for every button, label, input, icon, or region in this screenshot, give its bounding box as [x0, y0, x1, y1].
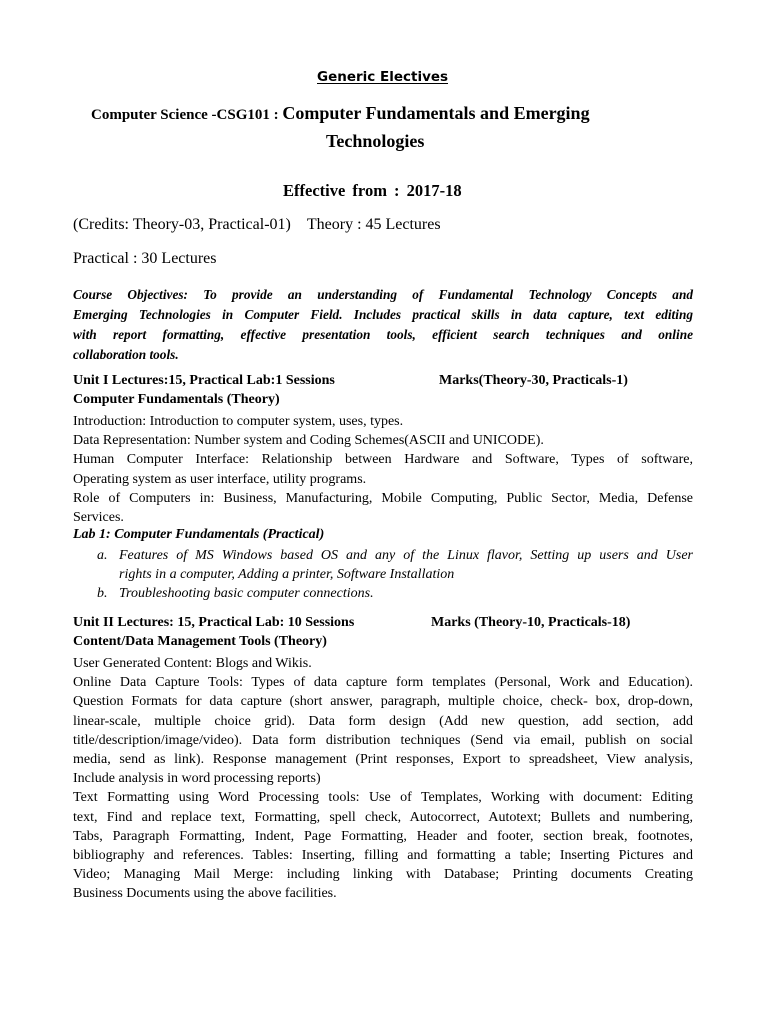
heading-underline: [317, 83, 448, 84]
lab-item-line: Troubleshooting basic computer connections.: [119, 586, 374, 602]
unit2-line: User Generated Content: Blogs and Wikis.: [73, 656, 312, 671]
credits-line: [73, 216, 441, 234]
lab1-list: [73, 546, 693, 604]
unit2-body: [73, 654, 693, 904]
lab-item-line: Features of MS Windows based OS and any of the Linux flavor, Setting up users and User: [119, 548, 693, 563]
unit2-line: Text Formatting using Word Processing tools: Use of Templates, Working with document: Editing: [73, 790, 693, 806]
objectives-line: Course Objectives: To provide an understanding of Fundamental Technology Concepts and: [73, 287, 693, 302]
unit1-line: Role of Computers in: Business, Manufacturing, Mobile Computing, Public Sector, Media, Defense: [73, 490, 693, 506]
unit1-line: Services.: [73, 510, 124, 526]
unit1-marks: Marks(Theory-30, Practicals-1): [439, 373, 628, 388]
practical-lectures: Practical : 30 Lectures: [73, 250, 217, 267]
unit2-marks: Marks (Theory-10, Practicals-18): [431, 615, 631, 630]
unit2-lectures: Unit II Lectures: 15, Practical Lab: 10 Sessions: [73, 615, 355, 630]
lab1-item-b: [73, 584, 693, 603]
unit2-line: Online Data Capture Tools: Types of data capture form templates (Personal, Work and Education).: [73, 675, 693, 691]
unit1-body: [73, 412, 693, 527]
unit2-line: title/description/image/video). Data form distribution techniques (Send via email, publish on social: [73, 732, 693, 748]
unit2-line: text, Find and replace text, Formatting, spell check, Autocorrect, Autotext; Bullets and numbering,: [73, 809, 693, 825]
lab1-title: Lab 1: Computer Fundamentals (Practical): [73, 527, 325, 542]
lab-item-marker: b.: [97, 586, 108, 602]
lab-item-line: rights in a computer, Adding a printer, Software Installation: [119, 567, 455, 583]
objectives-line: Emerging Technologies in Computer Field. Includes practical skills in data capture, text editing: [73, 307, 693, 322]
course-code: Computer Science -CSG101 :: [91, 107, 283, 123]
unit2-header: [73, 615, 693, 631]
unit1-line: Introduction: Introduction to computer system, uses, types.: [73, 414, 404, 429]
unit2-line: Include analysis in word processing reports): [73, 771, 321, 787]
unit2-subtitle: Content/Data Management Tools (Theory): [73, 634, 327, 649]
unit1-line: Operating system as user interface, utility programs.: [73, 471, 367, 487]
unit2-line: Video; Managing Mail Merge: including linking with Database; Printing documents Creating: [73, 867, 693, 883]
lab-item-marker: a.: [97, 548, 108, 563]
unit2-line: media, send as link). Response management (Print responses, Export to spreadsheet, View analysis,: [73, 752, 693, 768]
heading-text: Generic Electives: [317, 69, 449, 85]
course-name-line1: Computer Fundamentals and Emerging: [282, 103, 590, 123]
theory-lectures: Theory : 45 Lectures: [306, 216, 441, 233]
effective-from: Effective from : 2017-18: [283, 181, 462, 200]
objectives-line: collaboration tools.: [73, 347, 179, 362]
unit2-line: Question Formats for data capture (short answer, paragraph, multiple choice, check- box, drop-down,: [73, 694, 693, 710]
unit2-line: Business Documents using the above facilities.: [73, 886, 337, 902]
course-name-line2: Technologies: [326, 131, 425, 151]
course-title: [91, 103, 691, 124]
unit1-lectures: Unit I Lectures:15, Practical Lab:1 Sessions: [73, 373, 335, 388]
credits-text: (Credits: Theory-03, Practical-01): [73, 216, 291, 233]
unit1-subtitle: Computer Fundamentals (Theory): [73, 392, 280, 407]
course-objectives: [73, 285, 693, 365]
unit1-line: Human Computer Interface: Relationship between Hardware and Software, Types of software,: [73, 452, 693, 468]
objectives-line: with report formatting, effective presentation tools, efficient search techniques and online: [73, 327, 693, 342]
unit2-line: bibliography and references. Tables: Inserting, filling and formatting a table; Inserting Pictures and: [73, 848, 693, 864]
unit2-line: Tabs, Paragraph Formatting, Indent, Page Formatting, Header and footer, section break, footnotes,: [73, 828, 693, 844]
unit2-line: linear-scale, multiple choice grid). Data form design (Add new question, add section, add: [73, 713, 693, 729]
lab1-item-a: [73, 546, 693, 584]
generic-electives-heading: [317, 69, 448, 85]
unit1-header: [73, 373, 693, 389]
unit1-line: Data Representation: Number system and Coding Schemes(ASCII and UNICODE).: [73, 433, 544, 449]
